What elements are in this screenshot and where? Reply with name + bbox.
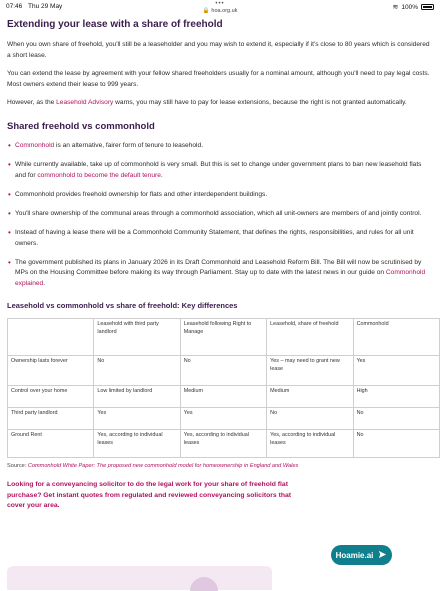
status-time-date [6, 3, 66, 10]
table-header-cell: Commonhold [353, 319, 439, 356]
bullet-3-text: Commonhold provides freehold ownership for flats and other interdependent buildings. [15, 190, 268, 198]
table-cell: Yes, according to individual leases [94, 430, 180, 458]
table-cell: Medium [267, 386, 353, 408]
table-cell: Third party landlord [8, 408, 94, 430]
address-url: hoa.org.uk [211, 8, 238, 14]
table-source-caption [7, 462, 430, 470]
section-heading-lease-extension: Extending your lease with a share of freehold [7, 19, 223, 30]
bullet-1-text: is an alternative, fairer form of tenure to leasehold. [54, 141, 204, 149]
hoamie-chat-label: Hoamie.ai [335, 550, 374, 560]
table-heading: Leasehold vs commonhold vs share of freehold: Key differences [7, 301, 238, 311]
bullet-2-end: . [160, 171, 163, 179]
commonhold-link[interactable]: Commonhold [15, 141, 55, 149]
table-row [8, 356, 440, 386]
section-heading-commonhold: Shared freehold vs commonhold [7, 120, 155, 132]
bullet-icon: • [8, 160, 11, 170]
bullet-icon: • [8, 189, 11, 199]
table-cell: Ownership lasts forever [8, 356, 94, 386]
battery-icon [421, 4, 434, 10]
table-cell: Low limited by landlord [94, 386, 180, 408]
table-cell: Medium [180, 386, 266, 408]
bullet-6-text: The government published its plans in January 2026 in its Draft Commonhold and Leasehold Reform Bill. The Bill will now be scrutinised by MPs on the Housing Committee before making its way through Parliament. Stay up to date with the latest news in our guide on [15, 258, 422, 277]
paragraph-2: You can extend the lease by agreement with your fellow shared freeholders usually for a nominal amount, although you'll need to pay legal costs. Most owners extend their lease to 999 years. [7, 70, 430, 88]
list-item [7, 160, 430, 181]
send-icon [378, 550, 387, 561]
table-cell: Ground Rent [8, 430, 94, 458]
table-cell: No [353, 430, 439, 458]
table-cell: No [267, 408, 353, 430]
paragraph-3 [7, 98, 430, 109]
battery-percent: 100% [401, 3, 418, 11]
table-header-cell: Leasehold with third party landlord [94, 319, 180, 356]
bullet-icon: • [8, 227, 11, 237]
table-cell: Yes [94, 408, 180, 430]
table-cell: No [180, 356, 266, 386]
paragraph-1: When you own share of freehold, you'll still be a leaseholder and you may wish to extend it, especially if it's close to 80 years which is considered a short lease. [7, 41, 430, 59]
article-content [7, 17, 430, 512]
list-item [7, 228, 430, 249]
status-time: 07:46 [6, 3, 23, 10]
table-cell: Yes – may need to grant new lease [267, 356, 353, 386]
list-item [7, 258, 430, 290]
leasehold-advisory-link[interactable]: Leasehold Advisory [56, 99, 114, 107]
list-item [7, 190, 430, 201]
bullet-icon: • [8, 208, 11, 218]
comparison-table [7, 318, 440, 458]
status-indicators [393, 3, 435, 11]
bullet-icon: • [8, 257, 11, 267]
white-paper-link[interactable]: Commonhold White Paper: The proposed new commonhold model for homeownership in England and Wales [27, 463, 299, 470]
table-cell: High [353, 386, 439, 408]
table-row [8, 430, 440, 458]
table-cell: No [94, 356, 180, 386]
table-cell: Control over your home [8, 386, 94, 408]
table-header-row [8, 319, 440, 356]
table-row [8, 386, 440, 408]
paragraph-3-pre: However, as the [7, 99, 57, 107]
status-date: Thu 29 May [27, 3, 63, 10]
bullet-2-text: While currently available, take up of commonhold is very small. But this is set to change under government plans to ban new leasehold flats and for [15, 161, 422, 179]
bullet-4-text: You'll share ownership of the communal areas through a commonhold association, which all unit-owners are members of and jointly control. [15, 209, 422, 217]
multitask-dots-icon[interactable]: ••• [215, 1, 225, 7]
commonhold-explained-link[interactable]: Commonhold explained [15, 269, 426, 287]
lock-icon: 🔒 [202, 8, 210, 14]
paragraph-3-post: warns, you may still have to pay for lease extensions, because the right is not granted automatically. [113, 99, 407, 107]
table-row [8, 408, 440, 430]
address-bar[interactable] [203, 8, 238, 14]
bullet-6-end: . [43, 279, 46, 287]
status-bar [0, 0, 440, 18]
promo-card [7, 566, 272, 590]
source-label: Source: [7, 463, 28, 470]
table-header-cell: Leasehold, share of freehold [267, 319, 353, 356]
table-cell: No [353, 408, 439, 430]
bullet-icon: • [8, 140, 11, 150]
bullet-5-text: Instead of having a lease there will be a Commonhold Community Statement, that defines the rights, responsibilities, and rules for all unit owners. [15, 228, 414, 247]
hoamie-chat-button[interactable] [331, 545, 392, 565]
table-header-cell: Leasehold following Right to Manage [180, 319, 266, 356]
table-cell: Yes [353, 356, 439, 386]
table-cell: Yes [180, 408, 266, 430]
list-item [7, 141, 430, 152]
conveyancing-cta-link[interactable]: Looking for a conveyancing solicitor to do the legal work for your share of freehold flat purchase? Get instant quotes from regulated and reviewed conveyancing solicitors that cover your area. [7, 481, 292, 510]
table-header-cell [8, 319, 94, 356]
table-cell: Yes, according to individual leases [180, 430, 266, 458]
default-tenure-link[interactable]: commonhold to become the default tenure [37, 171, 161, 179]
table-cell: Yes, according to individual leases [267, 430, 353, 458]
wifi-icon: ≋ [392, 4, 399, 11]
list-item [7, 209, 430, 220]
commonhold-bullet-list [7, 141, 430, 289]
